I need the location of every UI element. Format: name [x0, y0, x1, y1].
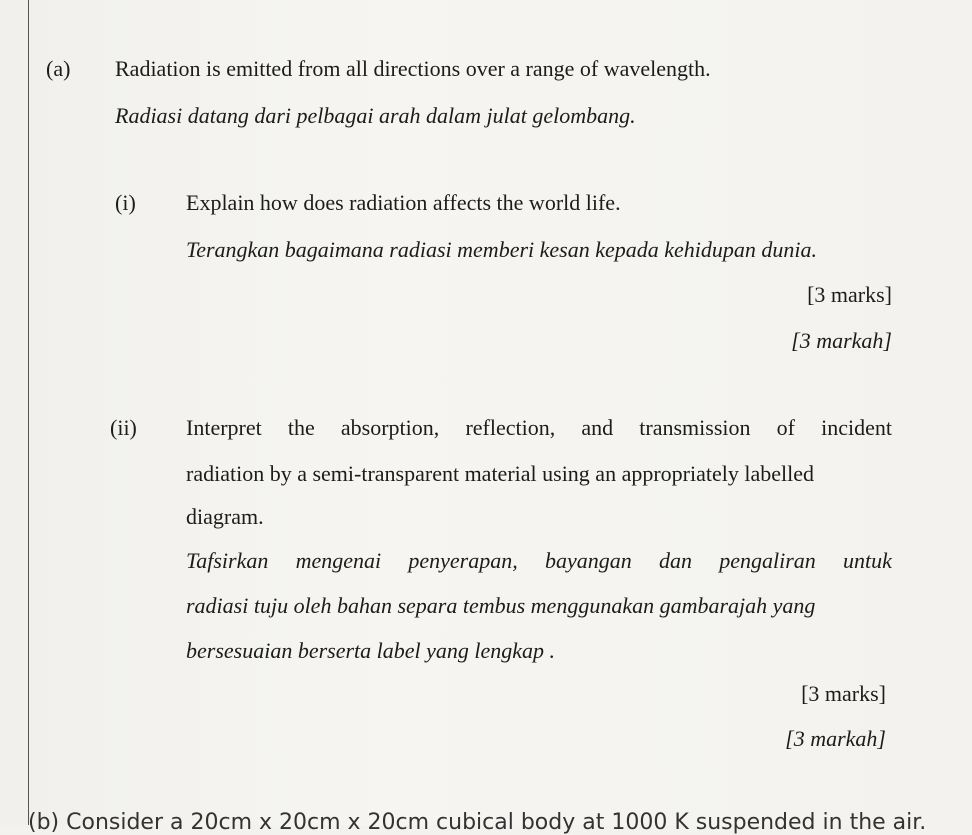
question-a-text-en: Radiation is emitted from all directions over a range of wavelength.: [115, 56, 711, 81]
word: Interpret: [186, 415, 262, 440]
word: the: [287, 415, 315, 440]
word: and: [581, 415, 614, 440]
part-i-marks-ms: [3 markah]: [791, 328, 892, 353]
part-i-marks-en: [3 marks]: [807, 282, 892, 307]
next-question-cut-off: (b) Consider a 20cm x 20cm x 20cm cubical body at 1000 K suspended in the air.: [28, 810, 927, 835]
word: penyerapan,: [408, 548, 518, 573]
word: Tafsirkan: [186, 548, 269, 573]
word: reflection,: [465, 415, 556, 440]
margin-line: [28, 0, 29, 825]
part-ii-text-ms-line-2: radiasi tuju oleh bahan separa tembus menggunakan gambarajah yang: [186, 593, 816, 618]
part-ii-label: (ii): [110, 415, 137, 440]
part-ii-text-en-line-2: radiation by a semi-transparent material using an appropriately labelled: [186, 461, 814, 486]
part-ii-text-en-line-3: diagram.: [186, 504, 264, 529]
part-ii-text-ms-line-1: [186, 548, 892, 574]
word: pengaliran: [719, 548, 816, 573]
word: transmission: [639, 415, 751, 440]
question-a-text-ms: Radiasi datang dari pelbagai arah dalam julat gelombang.: [115, 103, 636, 128]
word: absorption,: [340, 415, 440, 440]
word: bayangan: [544, 548, 632, 573]
word: untuk: [843, 548, 892, 573]
word: incident: [821, 415, 892, 440]
word: mengenai: [295, 548, 382, 573]
part-i-label: (i): [115, 190, 136, 215]
part-i-text-ms: Terangkan bagaimana radiasi memberi kesan kepada kehidupan dunia.: [186, 237, 818, 262]
question-a-label: (a): [46, 56, 71, 81]
part-ii-marks-ms: [3 markah]: [785, 726, 886, 751]
word: dan: [658, 548, 692, 573]
part-i-text-en: Explain how does radiation affects the world life.: [186, 190, 621, 215]
word: of: [776, 415, 795, 440]
part-ii-text-en-line-1: [186, 415, 892, 441]
part-ii-text-ms-line-3: bersesuaian berserta label yang lengkap .: [186, 638, 556, 663]
part-ii-marks-en: [3 marks]: [801, 681, 886, 706]
